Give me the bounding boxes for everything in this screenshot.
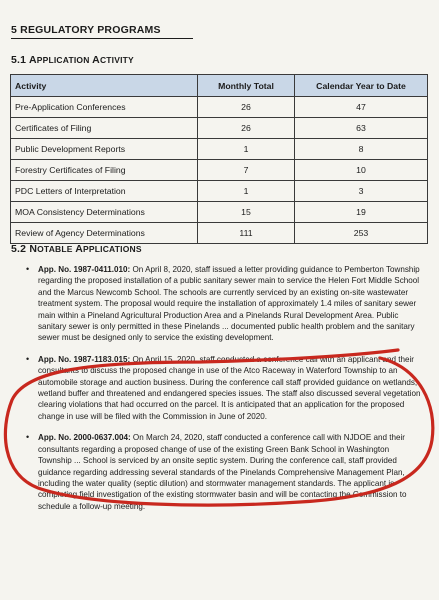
cell-ytd: 63	[295, 118, 428, 139]
application-number: App. No. 2000-0637.004:	[38, 433, 131, 443]
cell-ytd: 47	[295, 97, 428, 118]
heading-number: 5.1	[11, 54, 27, 66]
heading-word-2-rest: PPLICATIONS	[83, 244, 142, 254]
heading-word-2-initial: A	[92, 54, 100, 66]
cell-monthly: 26	[198, 97, 295, 118]
heading-word-1-rest: PPLICATION	[36, 55, 93, 65]
application-description: On March 24, 2020, staff conducted a conference call with NJDOE and their consultants regarding a proposed change of use of the existing Green Bank School in Washington Township ... School is serviced by an onsite septic system. During the conference call, staff provided guidance regarding addressing several standards of the Pinelands Comprehensive Management Plan, including the water quality (septic dilution) and stormwater management standards. The applicant is completing field investigation of the existing stormwater basin and will be contacting the Commission to schedule a follow-up meeting.	[38, 433, 407, 511]
table-row	[11, 160, 428, 181]
cell-monthly: 7	[198, 160, 295, 181]
cell-monthly: 15	[198, 202, 295, 223]
column-header-activity: Activity	[11, 75, 198, 97]
cell-ytd: 10	[295, 160, 428, 181]
application-number: App. No. 1987-1183.015:	[38, 354, 131, 364]
heading-word-1-initial: N	[29, 243, 38, 255]
column-header-monthly-total: Monthly Total	[198, 75, 295, 97]
cell-ytd: 3	[295, 181, 428, 202]
column-header-year-to-date: Calendar Year to Date	[295, 75, 428, 97]
cell-activity: Review of Agency Determinations	[11, 223, 198, 244]
heading-word-1-initial: A	[28, 54, 37, 66]
table-row	[11, 181, 428, 202]
notable-applications-heading	[11, 243, 142, 255]
heading-number: 5.2	[11, 243, 27, 255]
bullet-icon: •	[26, 353, 30, 364]
cell-monthly: 1	[198, 139, 295, 160]
table-header-row	[11, 75, 428, 97]
table-row	[11, 223, 428, 244]
cell-activity: PDC Letters of Interpretation	[11, 181, 198, 202]
table-row	[11, 118, 428, 139]
cell-monthly: 1	[198, 181, 295, 202]
cell-activity: Pre-Application Conferences	[11, 97, 198, 118]
application-description: On April 15, 2020, staff conducted a conference call with an applicant and their consultants to discuss the proposed change in use of the Atco Raceway in Waterford Township to an automobile storage and auction business. During the conference call staff provided guidance on wetlands, wetland buffer and threatened and endangered species issues. The staff also discussed several vegetation clearing violations that had occurred on the parcel. It is anticipated that an application for the proposed change in use will be filed with the Commission in June of 2020.	[38, 354, 421, 421]
list-item	[26, 264, 422, 344]
application-activity-heading	[11, 54, 134, 66]
cell-activity: Public Development Reports	[11, 139, 198, 160]
cell-ytd: 8	[295, 139, 428, 160]
bullet-icon: •	[26, 432, 30, 443]
heading-word-2-rest: CTIVITY	[99, 55, 134, 65]
application-number: App. No. 1987-0411.010:	[38, 265, 131, 274]
list-item	[26, 354, 422, 422]
cell-monthly: 26	[198, 118, 295, 139]
table-row	[11, 139, 428, 160]
cell-ytd: 253	[295, 223, 428, 244]
heading-word-1-rest: OTABLE	[37, 244, 76, 254]
cell-activity: MOA Consistency Determinations	[11, 202, 198, 223]
cell-activity: Forestry Certificates of Filing	[11, 160, 198, 181]
cell-activity: Certificates of Filing	[11, 118, 198, 139]
bullet-icon: •	[26, 264, 30, 274]
cell-monthly: 111	[198, 223, 295, 244]
notable-applications-list	[26, 264, 422, 522]
application-description: On April 8, 2020, staff issued a letter providing guidance to Pemberton Township regarding the proposed installation of a public sanitary sewer main to service the Helen Fort Middle School and the Marcus Newcomb School. The schools are currently serviced by an existing on-site wastewater treatment system. The proposal would require the installation of approximately 1.4 miles of sanitary sewer main within a Pineland Agricultural Production Area and a Pinelands Rural Development Area. Public sanitary sewer is only permitted in these Pinelands ... documented public health problem and the sanitary sewer must be designed only to service the existing development.	[38, 265, 420, 343]
list-item	[26, 432, 422, 512]
heading-word-2-initial: A	[75, 243, 83, 255]
cell-ytd: 19	[295, 202, 428, 223]
application-activity-table	[10, 74, 428, 244]
section-title: 5 REGULATORY PROGRAMS	[11, 24, 193, 39]
table-row	[11, 97, 428, 118]
table-row	[11, 202, 428, 223]
